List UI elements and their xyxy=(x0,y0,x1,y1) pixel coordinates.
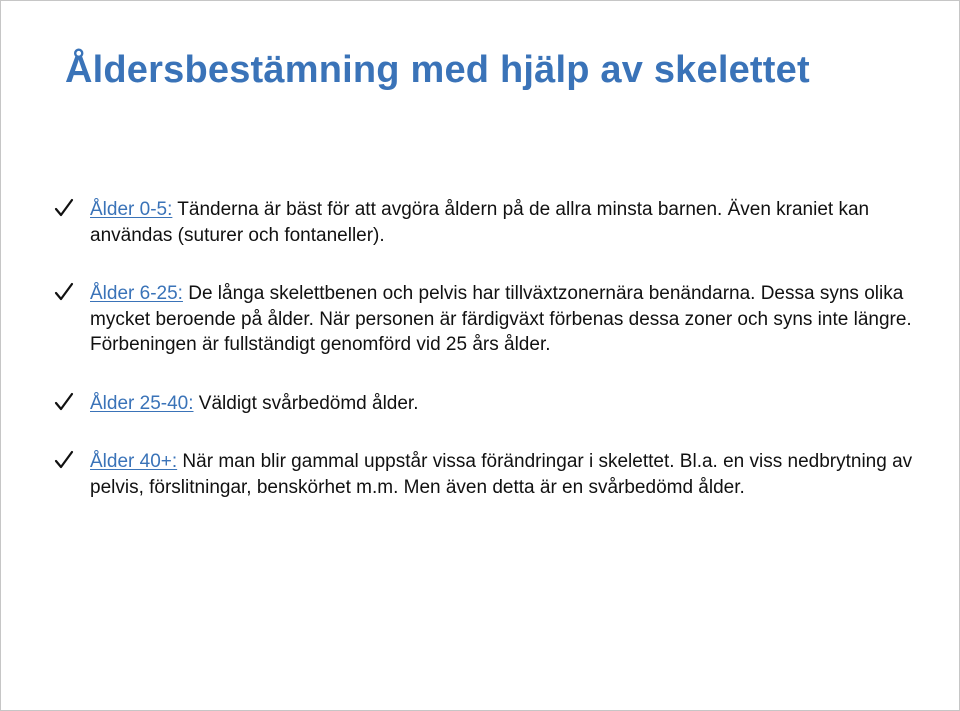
bullet-label: Ålder 40+: xyxy=(90,451,178,472)
bullet-label: Ålder 25-40: xyxy=(90,392,194,414)
checkmark-icon xyxy=(54,449,74,471)
bullet-item-age-40-plus xyxy=(54,449,914,500)
bullet-label: Ålder 0-5: xyxy=(90,199,173,220)
bullet-item-age-25-40 xyxy=(54,391,914,417)
checkmark-icon xyxy=(54,197,74,219)
bullet-item-age-0-5 xyxy=(54,197,914,248)
bullet-label: Ålder 6-25: xyxy=(90,283,183,304)
checkmark-icon xyxy=(54,281,74,303)
bullet-text: Väldigt svårbedömd ålder. xyxy=(193,392,419,414)
slide-title: Åldersbestämning med hjälp av skelettet xyxy=(65,49,810,91)
bullet-text: När man blir gammal uppstår vissa förändringar i skelettet. Bl.a. en viss nedbrytning av pelvis, förslitningar, benskörhet m.m. Men även detta är en svårbedömd ålder. xyxy=(90,451,913,498)
bullet-list xyxy=(54,197,914,533)
checkmark-icon xyxy=(54,391,74,413)
bullet-text: De långa skelettbenen och pelvis har tillväxtzonernära benändarna. Dessa syns olika mycket beroende på ålder. När personen är färdigväxt förbenas dessa zoner och syns inte längre. Förbeningen är fullständigt genomförd vid 25 års ålder. xyxy=(90,283,912,355)
bullet-text: Tänderna är bäst för att avgöra åldern på de allra minsta barnen. Även kraniet kan användas (suturer och fontaneller). xyxy=(90,199,870,246)
bullet-item-age-6-25 xyxy=(54,281,914,358)
